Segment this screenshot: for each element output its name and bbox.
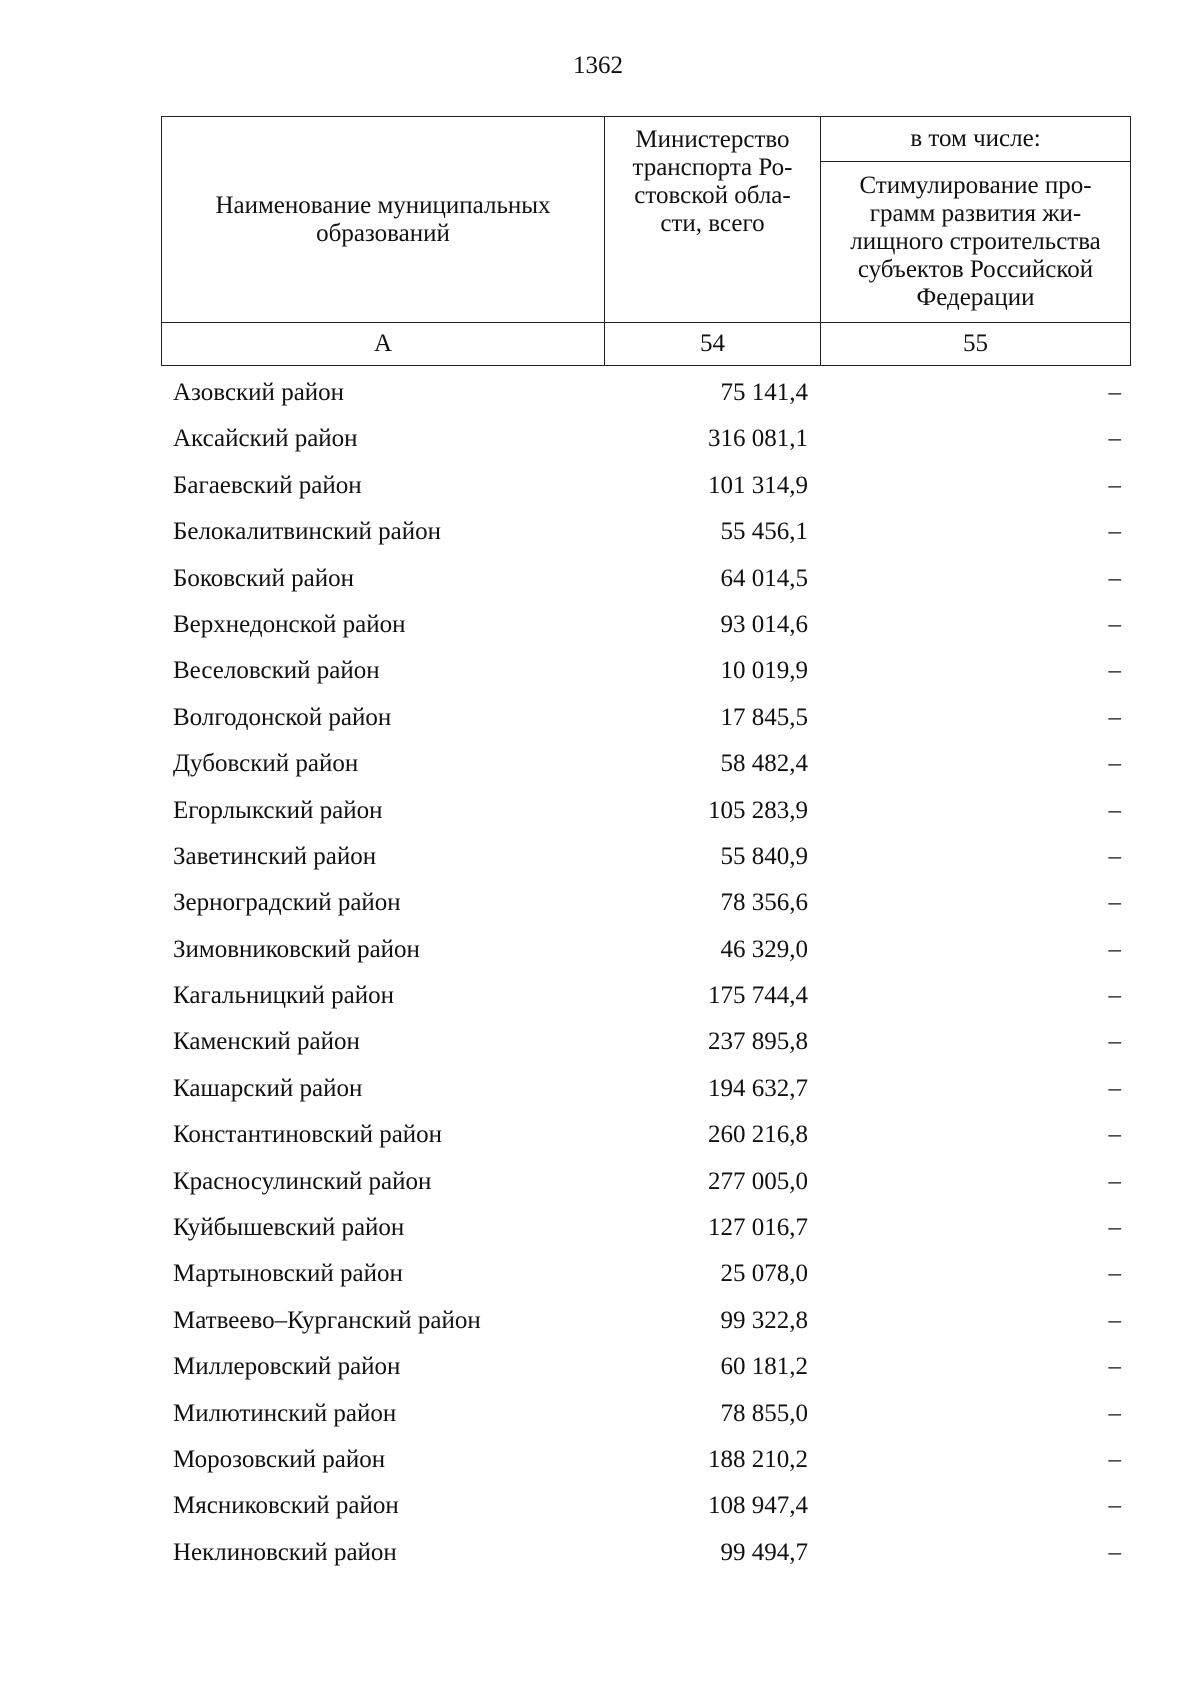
municipality-name: Неклиновский район: [173, 1538, 397, 1566]
municipality-name: Матвеево–Курганский район: [173, 1306, 481, 1334]
table-row: [161, 509, 1131, 555]
table-row: [161, 1159, 1131, 1205]
header-code-a: А: [162, 323, 605, 366]
table-row: [161, 1530, 1131, 1576]
stimulation-value: –: [1108, 1074, 1121, 1102]
stimulation-value: –: [1108, 935, 1121, 963]
ministry-total-value: 188 210,2: [708, 1445, 808, 1473]
ministry-total-value: 237 895,8: [708, 1028, 808, 1056]
stimulation-value: –: [1108, 425, 1121, 453]
ministry-total-value: 316 081,1: [708, 425, 808, 453]
stimulation-value: –: [1108, 796, 1121, 824]
stimulation-value: –: [1108, 703, 1121, 731]
ministry-total-value: 25 078,0: [720, 1260, 808, 1288]
stimulation-value: –: [1108, 750, 1121, 778]
header-municipality-name-text: Наименование муниципальных образований: [215, 191, 551, 247]
ministry-total-value: 99 494,7: [720, 1538, 808, 1566]
header-stimulation-program-text: Стимулирование про- грамм развития жи- лищного строительства субъектов Российской Федерации: [850, 172, 1101, 311]
table-row: [161, 973, 1131, 1019]
stimulation-value: –: [1108, 1306, 1121, 1334]
ministry-total-value: 64 014,5: [720, 564, 808, 592]
table-row: [161, 1437, 1131, 1483]
municipality-name: Белокалитвинский район: [173, 518, 441, 546]
table-row: [161, 463, 1131, 509]
ministry-total-value: 105 283,9: [708, 796, 808, 824]
ministry-total-value: 17 845,5: [720, 703, 808, 731]
stimulation-value: –: [1108, 471, 1121, 499]
ministry-total-value: 58 482,4: [720, 750, 808, 778]
ministry-total-value: 93 014,6: [720, 610, 808, 638]
table-row: [161, 834, 1131, 880]
stimulation-value: –: [1108, 1538, 1121, 1566]
municipality-name: Кагальницкий район: [173, 982, 395, 1010]
municipality-name: Константиновский район: [173, 1121, 443, 1149]
table-row: [161, 1483, 1131, 1529]
table-row: [161, 1205, 1131, 1251]
stimulation-value: –: [1108, 982, 1121, 1010]
table-row: [161, 648, 1131, 694]
stimulation-value: –: [1108, 1492, 1121, 1520]
table-row: [161, 1019, 1131, 1065]
table-row: [161, 602, 1131, 648]
table-row: [161, 370, 1131, 416]
table-row: [161, 1066, 1131, 1112]
municipality-name: Боковский район: [173, 564, 354, 592]
municipality-name: Азовский район: [173, 379, 345, 406]
page-number: 1362: [573, 52, 623, 79]
municipality-name: Миллеровский район: [173, 1353, 401, 1381]
municipality-name: Аксайский район: [173, 425, 358, 453]
header-ministry-total: [605, 117, 821, 323]
municipality-name: Волгодонской район: [173, 703, 392, 731]
ministry-total-value: 175 744,4: [708, 982, 808, 1010]
stimulation-value: –: [1108, 1214, 1121, 1242]
stimulation-value: –: [1108, 1121, 1121, 1149]
ministry-total-value: 55 456,1: [720, 518, 808, 546]
ministry-total-value: 46 329,0: [720, 935, 808, 963]
ministry-total-value: 75 141,4: [720, 379, 808, 406]
municipality-name: Веселовский район: [173, 657, 380, 685]
ministry-total-value: 60 181,2: [720, 1353, 808, 1381]
table-row: [161, 1391, 1131, 1437]
municipality-name: Зимовниковский район: [173, 935, 420, 963]
stimulation-value: –: [1108, 518, 1121, 546]
table-row: [161, 1298, 1131, 1344]
table-row: [161, 1251, 1131, 1297]
ministry-total-value: 101 314,9: [708, 471, 808, 499]
municipality-name: Верхнедонской район: [173, 610, 406, 638]
stimulation-value: –: [1108, 1353, 1121, 1381]
stimulation-value: –: [1108, 564, 1121, 592]
ministry-total-value: 127 016,7: [708, 1214, 808, 1242]
stimulation-value: –: [1108, 1028, 1121, 1056]
municipality-name: Егорлыкский район: [173, 796, 383, 824]
municipality-name: Зерноградский район: [173, 889, 401, 917]
table-header: [161, 116, 1131, 366]
municipality-name: Каменский район: [173, 1028, 360, 1056]
table-row: [161, 556, 1131, 602]
header-ministry-total-text: Министерство транспорта Ро- стовской обла- сти, всего: [632, 126, 793, 237]
municipality-name: Багаевский район: [173, 471, 362, 499]
ministry-total-value: 55 840,9: [720, 842, 808, 870]
table-row: [161, 1344, 1131, 1390]
ministry-total-value: 78 356,6: [720, 889, 808, 917]
ministry-total-value: 260 216,8: [708, 1121, 808, 1149]
stimulation-value: –: [1108, 379, 1121, 406]
municipality-name: Красносулинский район: [173, 1167, 432, 1195]
ministry-total-value: 99 322,8: [720, 1306, 808, 1334]
table-body: [161, 370, 1131, 1576]
header-code-54: 54: [605, 323, 821, 366]
header-including: в том числе:: [821, 117, 1131, 162]
stimulation-value: –: [1108, 889, 1121, 917]
ministry-total-value: 194 632,7: [708, 1074, 808, 1102]
stimulation-value: –: [1108, 842, 1121, 870]
header-code-55: 55: [821, 323, 1131, 366]
municipality-name: Дубовский район: [173, 750, 359, 778]
stimulation-value: –: [1108, 1167, 1121, 1195]
stimulation-value: –: [1108, 1445, 1121, 1473]
stimulation-value: –: [1108, 1399, 1121, 1427]
table-row: [161, 927, 1131, 973]
stimulation-value: –: [1108, 657, 1121, 685]
stimulation-value: –: [1108, 610, 1121, 638]
table-row: [161, 741, 1131, 787]
table-row: [161, 1112, 1131, 1158]
municipality-name: Куйбышевский район: [173, 1214, 405, 1242]
header-municipality-name: [162, 117, 605, 323]
ministry-total-value: 277 005,0: [708, 1167, 808, 1195]
municipality-name: Мартыновский район: [173, 1260, 403, 1288]
municipality-name: Заветинский район: [173, 842, 377, 870]
table-row: [161, 695, 1131, 741]
municipality-name: Морозовский район: [173, 1445, 386, 1473]
ministry-total-value: 78 855,0: [720, 1399, 808, 1427]
ministry-total-value: 10 019,9: [720, 657, 808, 685]
table-row: [161, 880, 1131, 926]
ministry-total-value: 108 947,4: [708, 1492, 808, 1520]
table-row: [161, 416, 1131, 462]
municipality-name: Мясниковский район: [173, 1492, 399, 1520]
header-stimulation-program: [821, 162, 1131, 323]
table-row: [161, 788, 1131, 834]
municipality-name: Кашарский район: [173, 1074, 363, 1102]
municipality-name: Милютинский район: [173, 1399, 397, 1427]
stimulation-value: –: [1108, 1260, 1121, 1288]
